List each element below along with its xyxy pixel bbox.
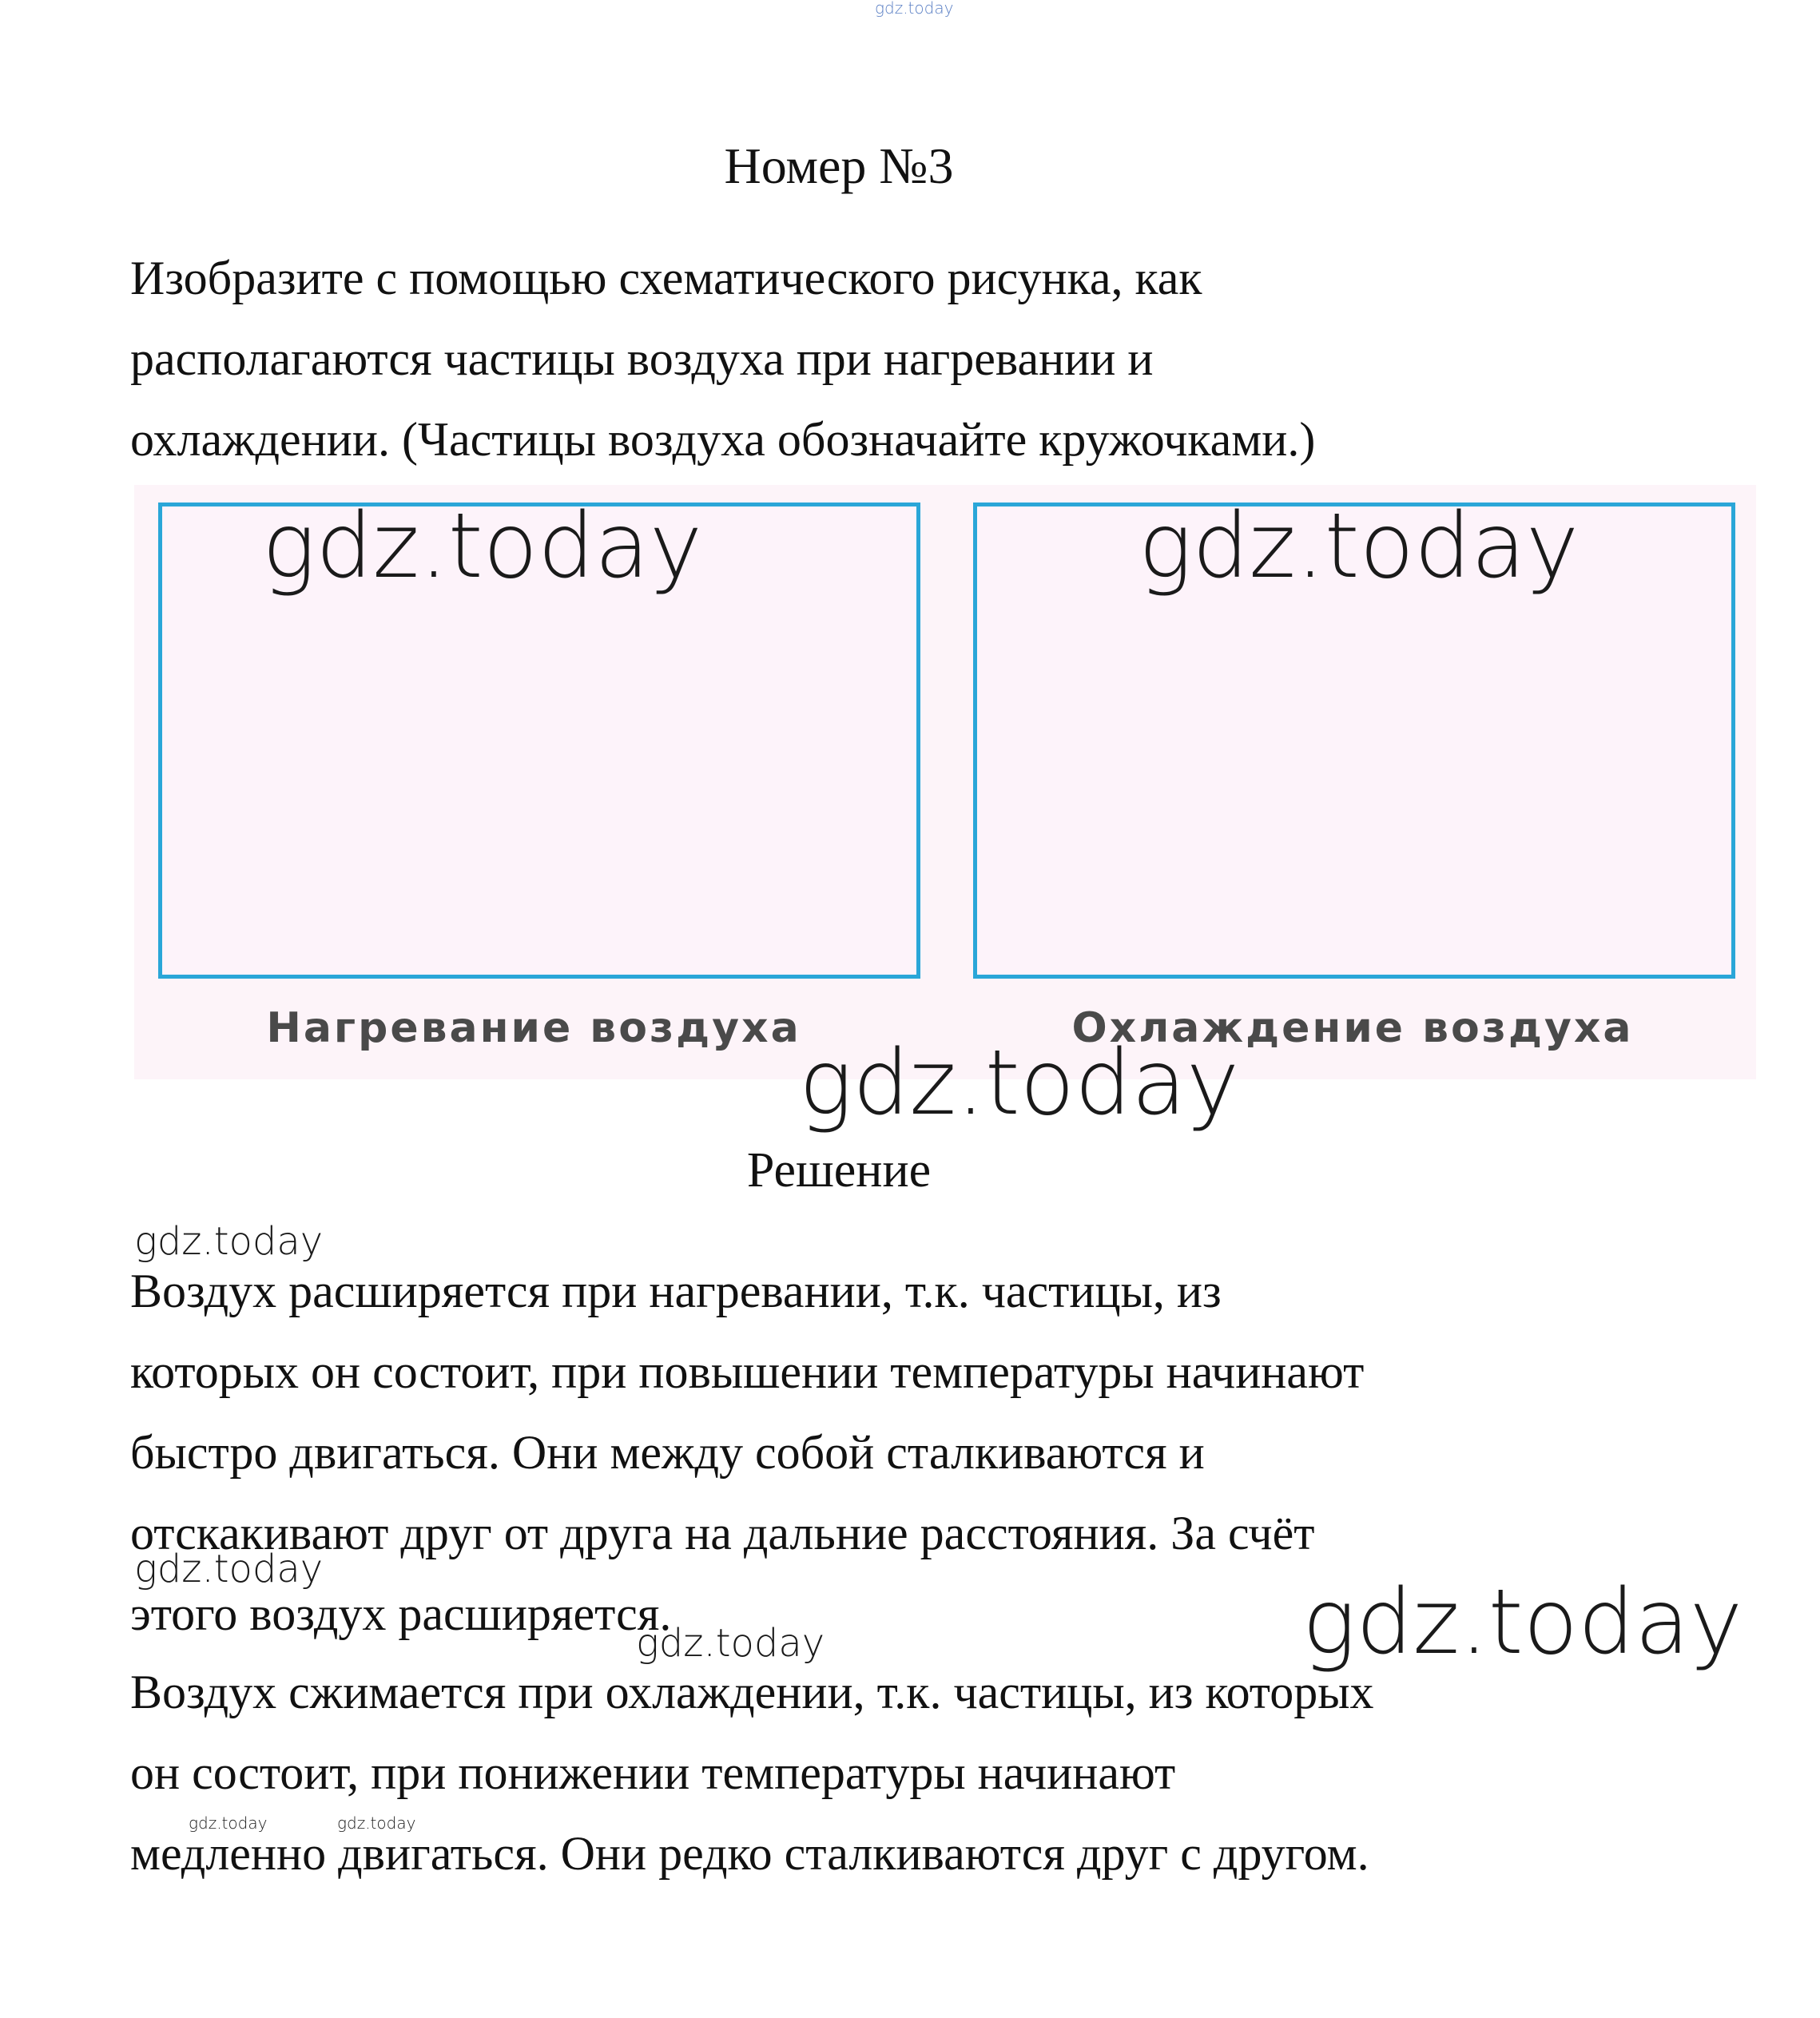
watermark-small: gdz.today [134,1547,324,1591]
answer-line: Воздух расширяется при нагревании, т.к. частицы, из [130,1265,1222,1317]
answer-line: отскакивают друг от друга на дальние расстояния. За счёт [130,1507,1315,1559]
watermark-large: gdz.today [1302,1571,1743,1674]
answer-line: этого воздух расширяется. [130,1587,672,1640]
watermark-tiny: gdz.today [189,1813,268,1833]
watermark-figure-left: gdz.today [262,495,703,598]
answer-line: быстро двигаться. Они между собой сталкиваются и [130,1426,1205,1479]
watermark-small: gdz.today [636,1621,825,1666]
heating-caption: Нагревание воздуха [266,1004,801,1052]
task-line: Изобразите с помощью схематического рисунка, как [130,252,1202,304]
watermark-figure-right: gdz.today [1138,495,1580,598]
watermark-top: gdz.today [875,0,954,18]
task-text [130,238,1728,480]
watermark-tiny: gdz.today [337,1813,416,1833]
answer-paragraph-2 [130,1652,1728,1894]
task-line: располагаются частицы воздуха при нагревании и [130,332,1154,385]
task-line: охлаждении. (Частицы воздуха обозначайте кружочками.) [130,413,1316,466]
solution-heading: Решение [746,1143,932,1198]
answer-line: он состоит, при понижении температуры начинают [130,1746,1176,1799]
answer-line: Воздух сжимается при охлаждении, т.к. частицы, из которых [130,1666,1374,1718]
cooling-caption: Охлаждение воздуха [1071,1004,1634,1052]
watermark-figure-bottom: gdz.today [799,1031,1240,1135]
watermark-small: gdz.today [134,1219,324,1264]
answer-line: которых он состоит, при повышении температуры начинают [130,1345,1365,1398]
answer-line: медленно двигаться. Они редко сталкиваются друг с другом. [130,1827,1369,1880]
problem-title: Номер №3 [724,137,954,194]
